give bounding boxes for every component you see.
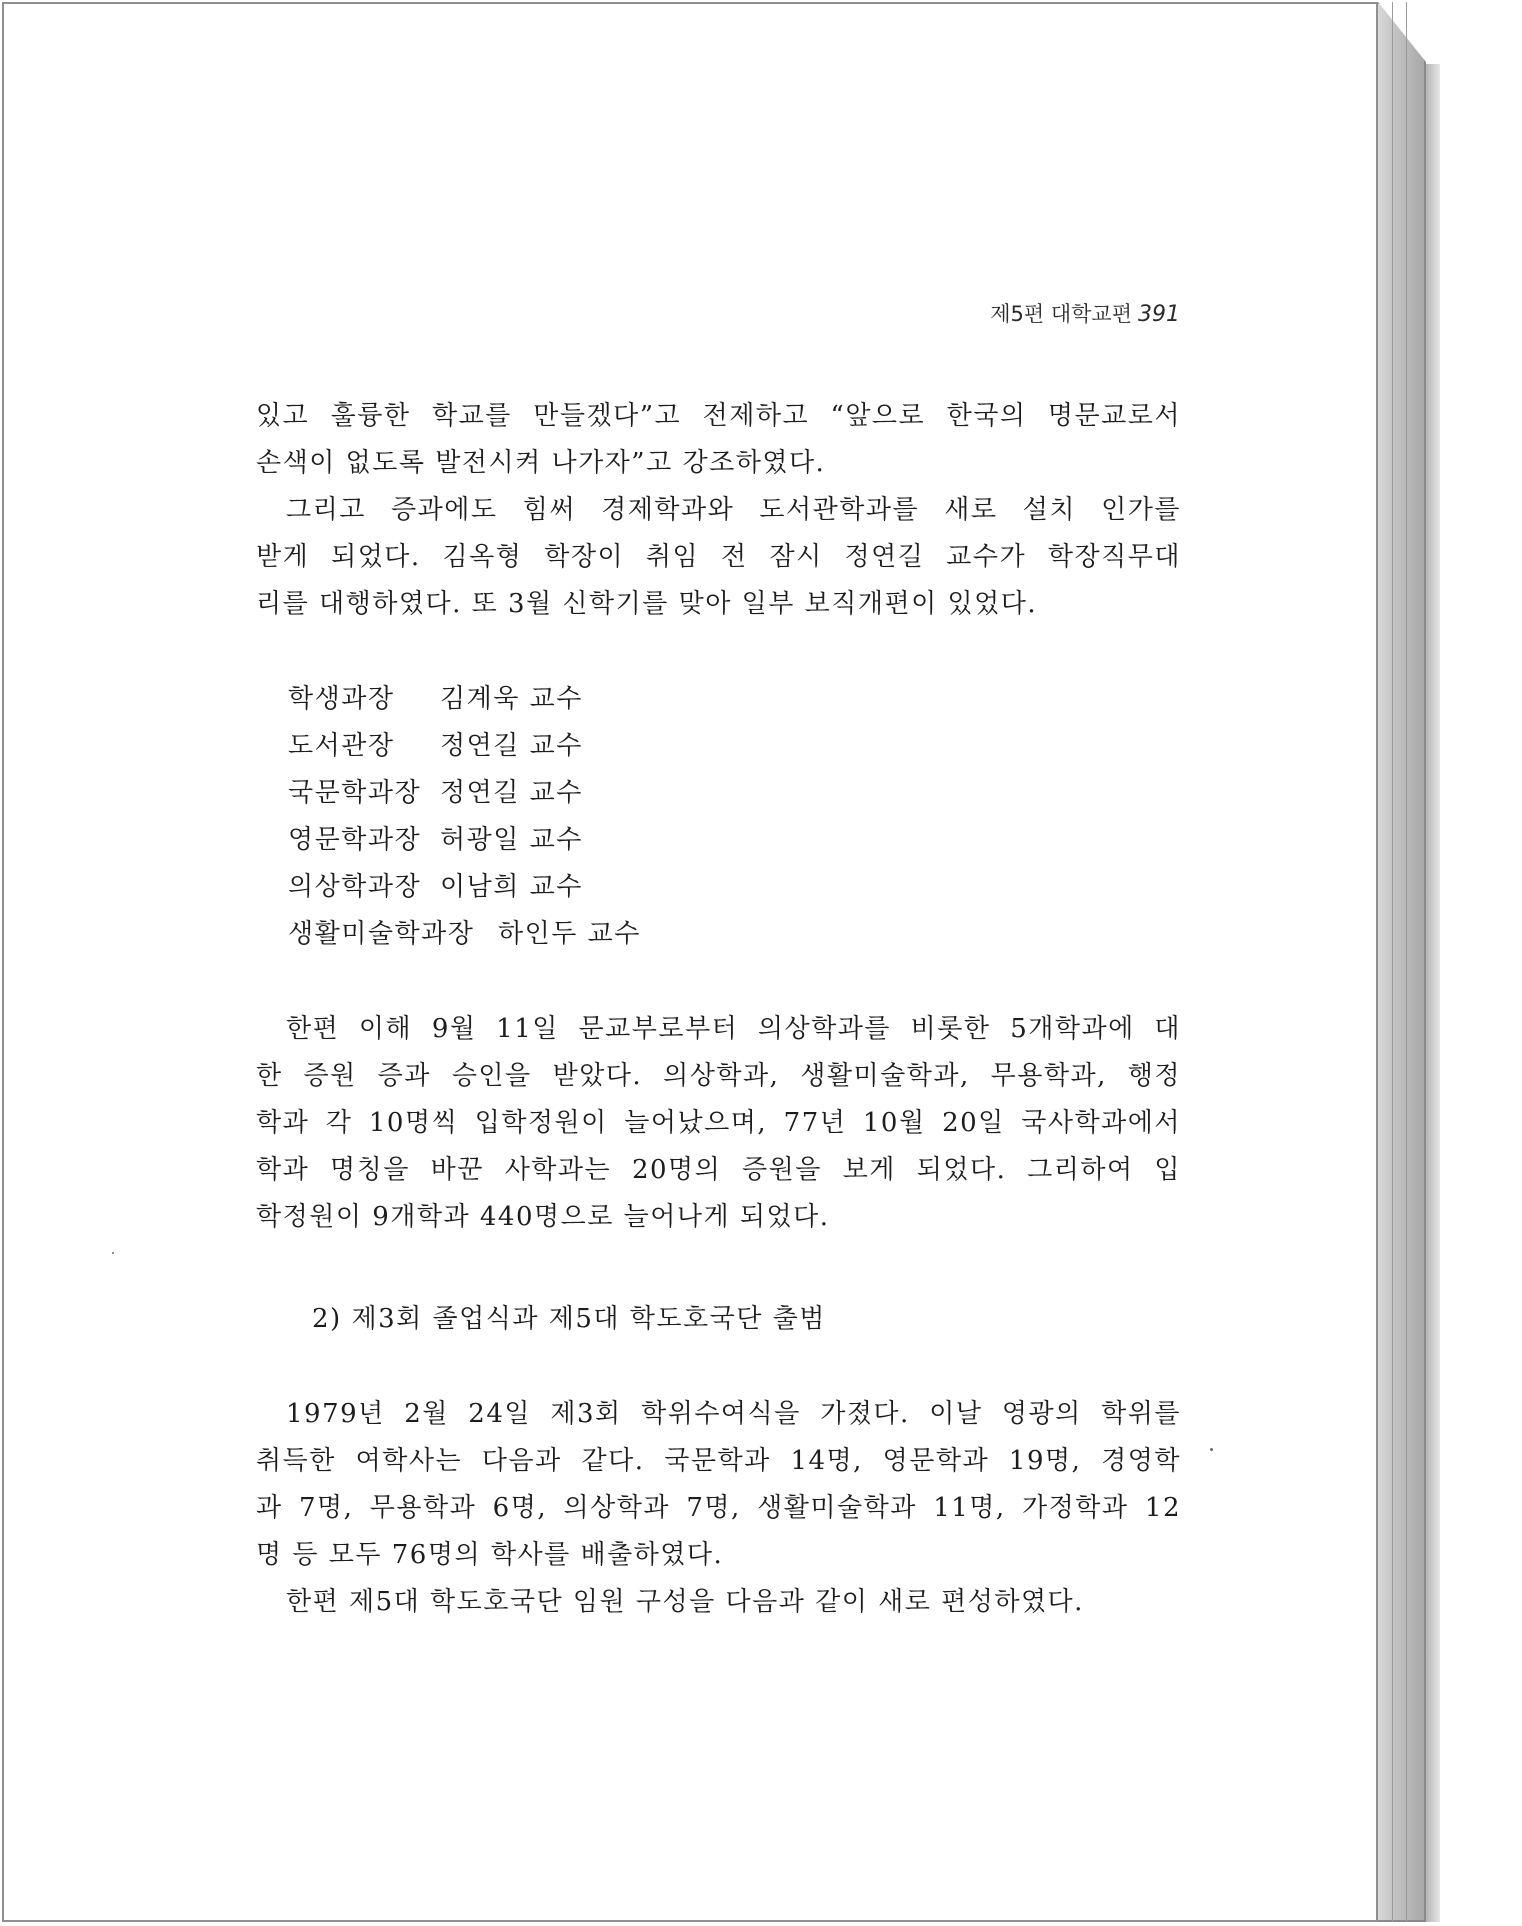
roster-person: 정연길 교수 bbox=[440, 778, 583, 808]
text-line: 취득한 여학사는 다음과 같다. 국문학과 14명, 영문학과 19명, 경영학 bbox=[256, 1446, 1181, 1476]
scan-speck bbox=[112, 1252, 114, 1254]
roster-position: 영문학과장 bbox=[288, 825, 422, 855]
text-line: 1979년 2월 24일 제3회 학위수여식을 가졌다. 이날 영광의 학위를 bbox=[286, 1399, 1181, 1429]
text-line: 한편 제5대 학도호국단 임원 구성을 다음과 같이 새로 편성하였다. bbox=[286, 1587, 1084, 1617]
text-line: 한 증원 증과 승인을 받았다. 의상학과, 생활미술학과, 무용학과, 행정 bbox=[256, 1061, 1181, 1091]
roster-row bbox=[288, 676, 641, 723]
page-edge-line bbox=[1392, 2, 1393, 1922]
roster-person: 하인두 교수 bbox=[498, 919, 641, 949]
staff-roster bbox=[288, 676, 641, 958]
roster-row bbox=[288, 864, 641, 911]
roster-position: 학생과장 bbox=[288, 684, 395, 714]
page-edge-stack bbox=[1378, 2, 1426, 1922]
paragraph-new-departments bbox=[256, 487, 1181, 628]
text-line: 학정원이 9개학과 440명으로 늘어나게 되었다. bbox=[256, 1202, 830, 1232]
text-line: 받게 되었다. 김옥형 학장이 취임 전 잠시 정연길 교수가 학장직무대 bbox=[256, 542, 1181, 572]
text-line: 학과 명칭을 바꾼 사학과는 20명의 증원을 보게 되었다. 그리하여 입 bbox=[256, 1155, 1181, 1185]
roster-position: 국문학과장 bbox=[288, 778, 422, 808]
paragraph-enrollment-increase bbox=[256, 1006, 1181, 1241]
text-line: 리를 대행하였다. 또 3월 신학기를 맞아 일부 보직개편이 있었다. bbox=[256, 589, 1038, 619]
roster-row bbox=[288, 817, 641, 864]
roster-position: 의상학과장 bbox=[288, 872, 422, 902]
text-line: 한편 이해 9월 11일 문교부로부터 의상학과를 비롯한 5개학과에 대 bbox=[286, 1014, 1181, 1044]
roster-person: 이남희 교수 bbox=[440, 872, 583, 902]
roster-person: 김계욱 교수 bbox=[440, 684, 583, 714]
roster-row bbox=[288, 770, 641, 817]
roster-position: 도서관장 bbox=[288, 731, 395, 761]
roster-person: 정연길 교수 bbox=[440, 731, 583, 761]
scan-speck bbox=[1210, 1448, 1213, 1451]
page-edge-shadow bbox=[1426, 64, 1440, 1922]
paragraph-student-corps bbox=[256, 1579, 1181, 1626]
text-line: 그리고 증과에도 힘써 경제학과와 도서관학과를 새로 설치 인가를 bbox=[286, 495, 1181, 525]
text-line: 과 7명, 무용학과 6명, 의상학과 7명, 생활미술학과 11명, 가정학과 12 bbox=[256, 1493, 1181, 1523]
book-page bbox=[2, 2, 1378, 1922]
roster-position: 생활미술학과장 bbox=[288, 919, 475, 949]
roster-row bbox=[288, 911, 641, 958]
paragraph-graduation bbox=[256, 1391, 1181, 1579]
roster-person: 허광일 교수 bbox=[440, 825, 583, 855]
roster-row bbox=[288, 723, 641, 770]
text-line: 학과 각 10명씩 입학정원이 늘어났으며, 77년 10월 20일 국사학과에서 bbox=[256, 1108, 1181, 1138]
text-line: 있고 훌륭한 학교를 만들겠다”고 전제하고 “앞으로 한국의 명문교로서 bbox=[256, 401, 1181, 431]
text-line: 명 등 모두 76명의 학사를 배출하였다. bbox=[256, 1540, 724, 1570]
running-header bbox=[940, 298, 1180, 328]
page-number: 391 bbox=[1138, 302, 1180, 327]
section-heading: 2) 제3회 졸업식과 제5대 학도호국단 출범 bbox=[312, 1304, 826, 1334]
page-edge-line bbox=[1406, 2, 1407, 1922]
paragraph-continuation bbox=[256, 393, 1181, 487]
text-line: 손색이 없도록 발전시켜 나가자”고 강조하였다. bbox=[256, 448, 826, 478]
header-section-title: 제5편 대학교편 bbox=[990, 302, 1132, 326]
